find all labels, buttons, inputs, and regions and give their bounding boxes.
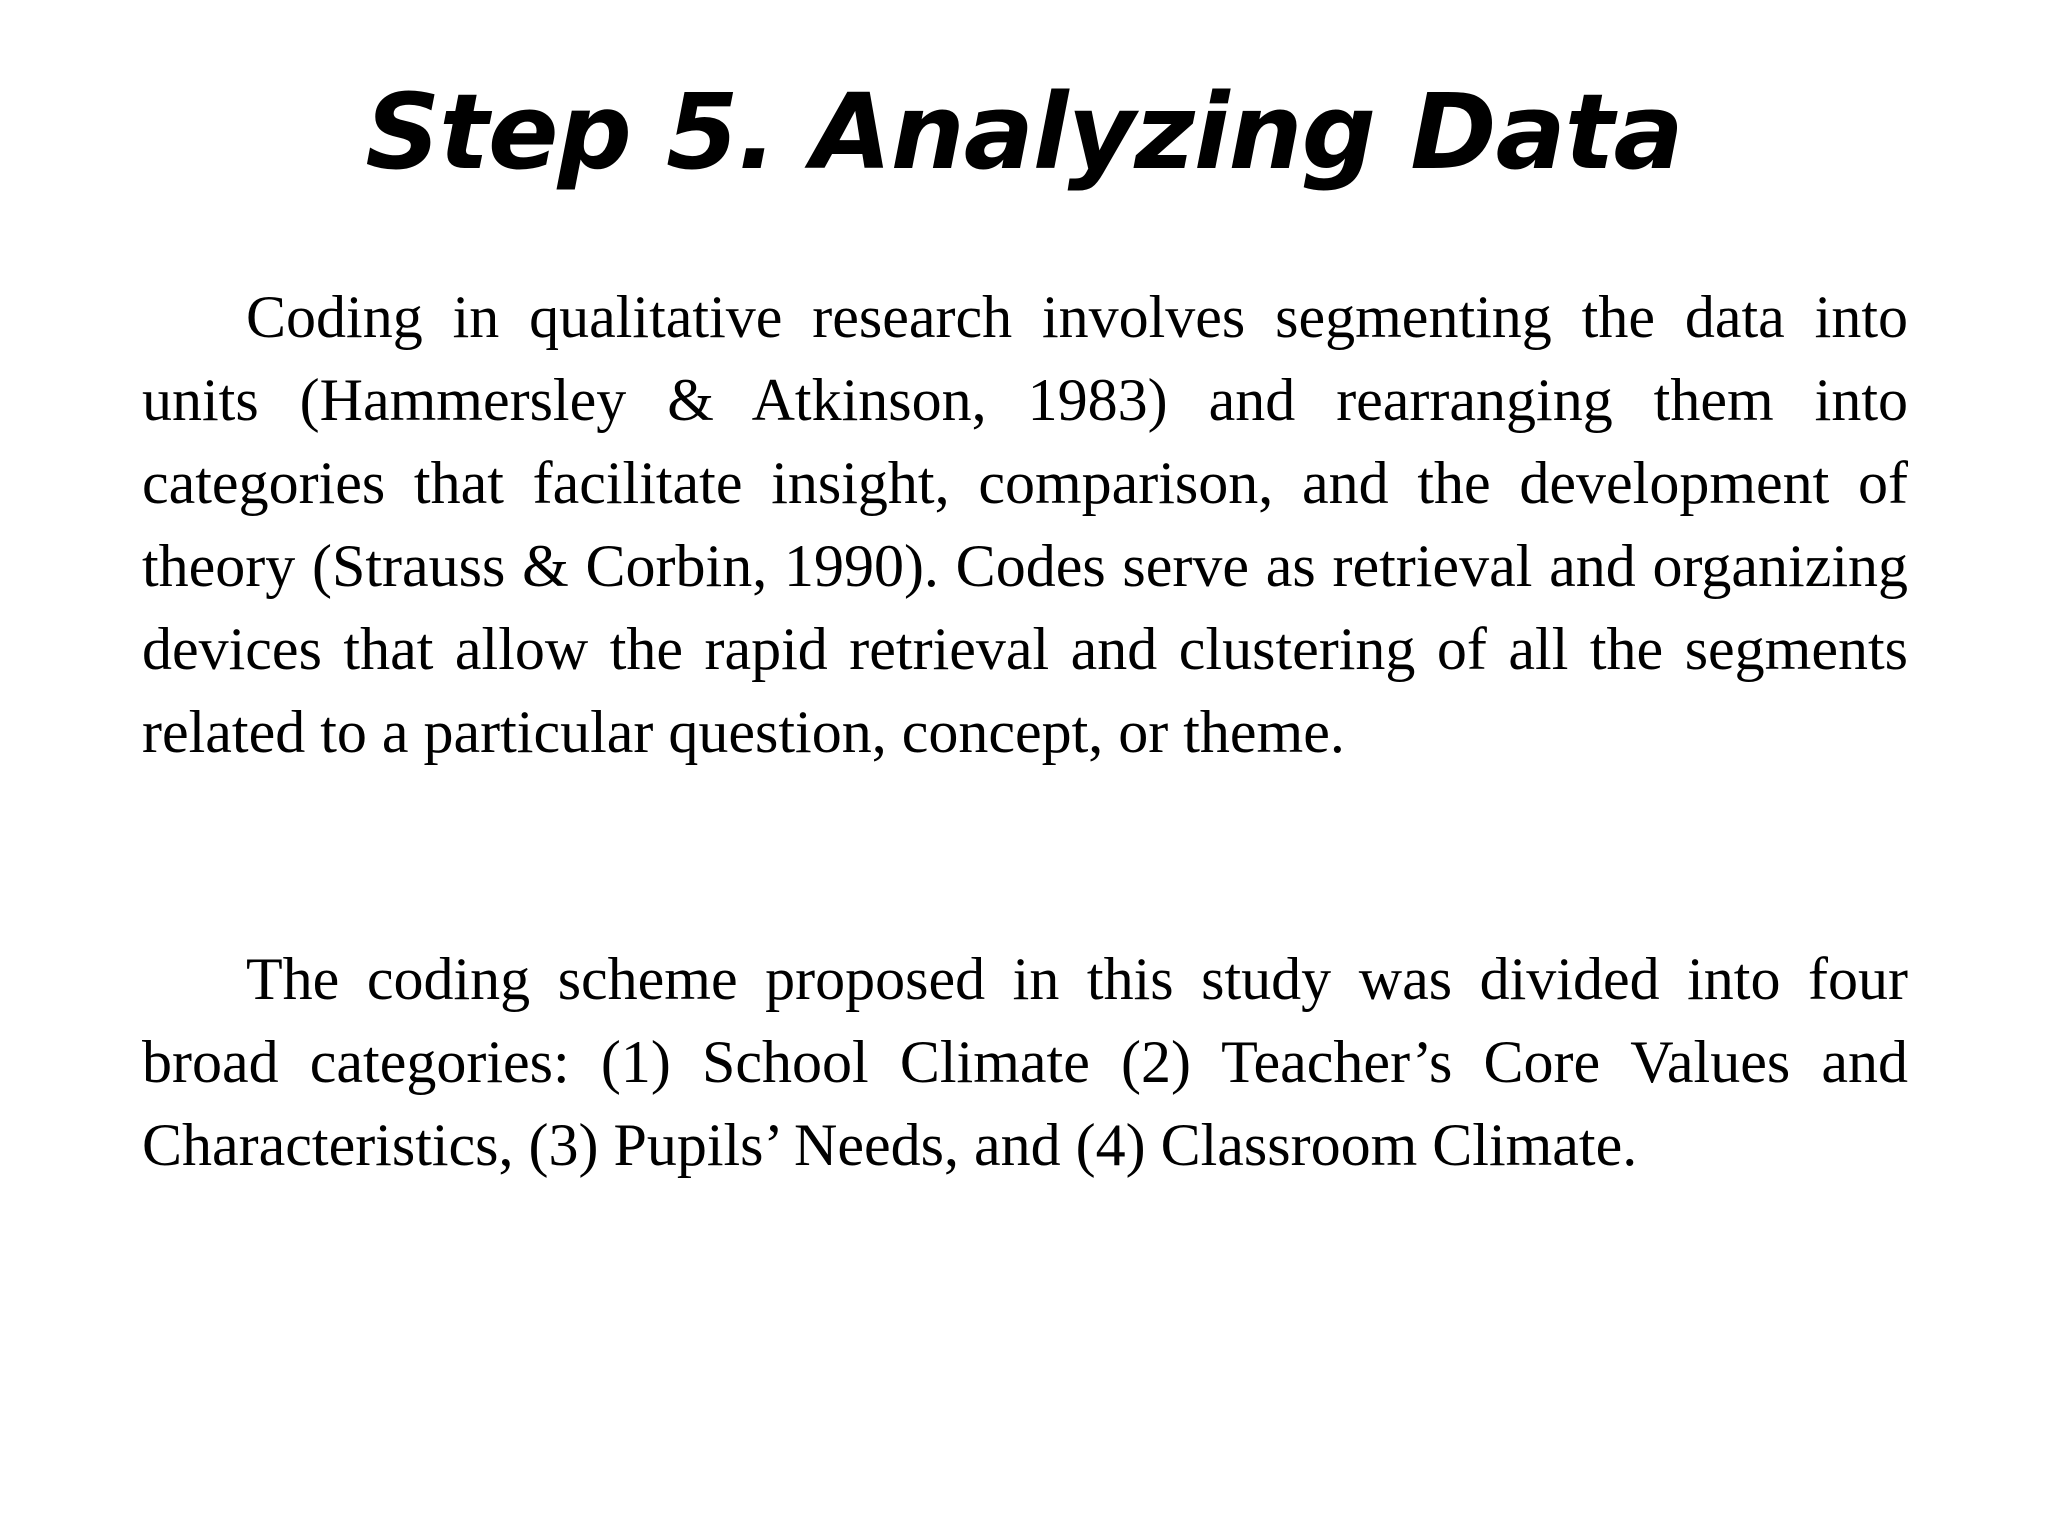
paragraph-coding-scheme: The coding scheme proposed in this study was divided into four broad categories: (1) School Climate (2) Teacher’s Core Values and Characteristics, (3) Pupils’ Needs, and (4) Classroom Climate.: [142, 946, 1908, 1178]
paragraph-coding-definition: Coding in qualitative research involves segmenting the data into units (Hammersley & Atkinson, 1983) and rearranging them into categories that facilitate insight, comparison, and the development of theory (Strauss & Corbin, 1990). Codes serve as retrieval and organizing devices that allow the rapid retrieval and clustering of all the segments related to a particular question, concept, or theme.: [142, 284, 1908, 765]
slide-title: Step 5. Analyzing Data: [365, 71, 1683, 193]
